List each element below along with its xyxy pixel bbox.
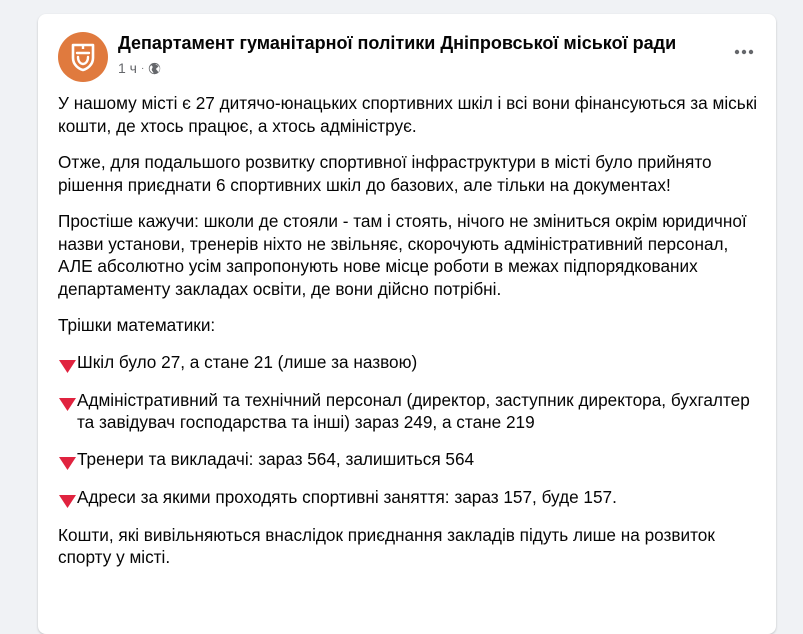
bullet-item [58,486,763,510]
red-triangle-down-icon [58,353,77,375]
post-meta [118,60,161,76]
post-body [58,92,763,583]
red-triangle-down-icon [58,391,77,413]
post-paragraph: У нашому місті є 27 дитячо-юнацьких спортивних шкіл і всі вони фінансуються за міські кошти, де хтось працює, а хтось адмініструє. [58,93,758,136]
globe-icon[interactable] [148,62,161,75]
more-options-button[interactable] [726,34,762,70]
page-avatar[interactable] [58,32,108,82]
bullet-item [58,389,763,434]
red-triangle-down-icon [58,450,77,472]
post-closing-paragraph: Кошти, які вивільняються внаслідок приєднання закладів підуть лише на розвиток спорту у місті. [58,524,715,567]
bullet-text: Адміністративний та технічний персонал (директор, заступник директора, бухгалтер та завідувач господарства та інші) зараз 249, а стане 219 [77,389,750,432]
bullet-text: Шкіл було 27, а стане 21 (лише за назвою) [77,351,418,372]
more-dots-icon [734,49,754,55]
bullet-text: Адреси за якими проходять спортивні заняття: зараз 157, буде 157. [77,486,617,507]
bullet-item [58,448,763,472]
post-card [38,14,776,634]
bullet-text: Тренери та викладачі: зараз 564, залишиться 564 [77,448,475,469]
meta-separator: · [140,62,145,74]
post-timestamp[interactable]: 1 ч [118,60,137,76]
page-name-link[interactable]: Департамент гуманітарної політики Дніпровської міської ради [118,33,677,53]
post-paragraph: Простіше кажучи: школи де стояли - там і стоять, нічого не зміниться окрім юридичної назви установи, тренерів ніхто не звільняє, скорочують адміністративний персонал, АЛЕ абсолютно усім запропонують нове місце роботи в межах підпорядкованих департаменту закладах освіти, де вони дійсно потрібні. [58,211,747,299]
post-header [58,32,756,84]
red-triangle-down-icon [58,488,77,510]
post-paragraph: Отже, для подальшого розвитку спортивної інфраструктури в місті було прийнято рішення приєднати 6 спортивних шкіл до базових, але тільки на документах! [58,152,712,195]
post-paragraph: Трішки математики: [58,315,216,335]
bullet-item [58,351,763,375]
city-emblem-icon [70,42,96,72]
